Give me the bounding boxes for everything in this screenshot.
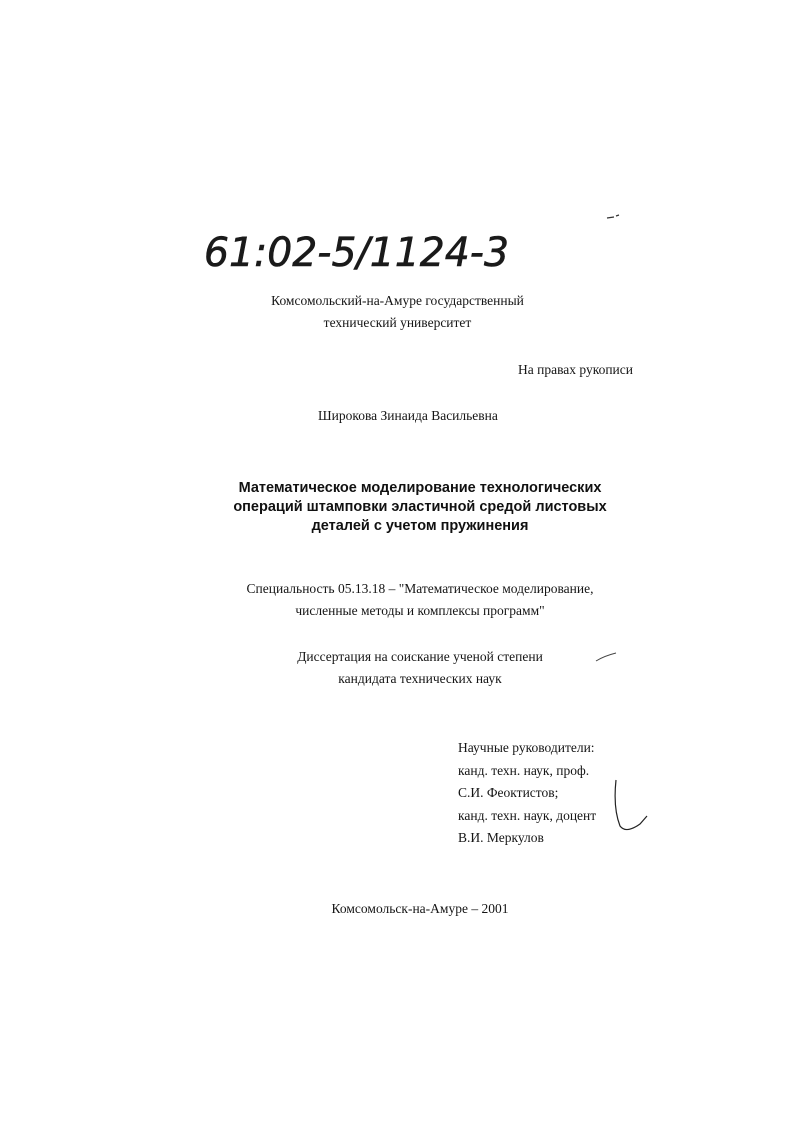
- archive-number-text: 61:02-5/1124-3: [204, 230, 509, 276]
- specialty-block: [220, 578, 620, 622]
- degree-line-2: кандидата технических наук: [338, 671, 502, 686]
- specialty-line-2: численные методы и комплексы программ": [295, 603, 545, 618]
- university-block: [0, 290, 795, 334]
- degree-block: [220, 646, 620, 690]
- title-line-3: деталей с учетом пружинения: [311, 518, 529, 534]
- title-line-2: операций штамповки эластичной средой листовых: [233, 499, 607, 515]
- title-line-1: Математическое моделирование технологических: [238, 480, 602, 496]
- manuscript-note: На правах рукописи: [517, 362, 633, 377]
- specialty-line-1: Специальность 05.13.18 – "Математическое моделирование,: [246, 581, 594, 596]
- author-name: Широкова Зинаида Васильевна: [318, 408, 498, 423]
- handwritten-archive-number: [200, 218, 520, 280]
- dissertation-title: [210, 479, 630, 536]
- advisors-block: [458, 737, 596, 850]
- advisor-line-2: С.И. Феоктистов;: [458, 785, 559, 800]
- advisor-line-1: канд. техн. наук, проф.: [458, 762, 590, 778]
- university-line-2: технический университет: [323, 315, 472, 330]
- city-year: Комсомольск-на-Амуре – 2001: [331, 901, 509, 916]
- advisors-heading: Научные руководители:: [458, 740, 595, 755]
- pen-stroke-mark: [594, 650, 618, 664]
- bracket-pen-mark: [610, 778, 650, 838]
- advisor-line-3: канд. техн. наук, доцент: [458, 807, 597, 823]
- university-line-1: Комсомольский-на-Амуре государственный: [271, 293, 524, 308]
- stray-mark: [606, 214, 620, 220]
- degree-line-1: Диссертация на соискание ученой степени: [297, 649, 543, 664]
- advisor-line-4: В.И. Меркулов: [458, 830, 544, 845]
